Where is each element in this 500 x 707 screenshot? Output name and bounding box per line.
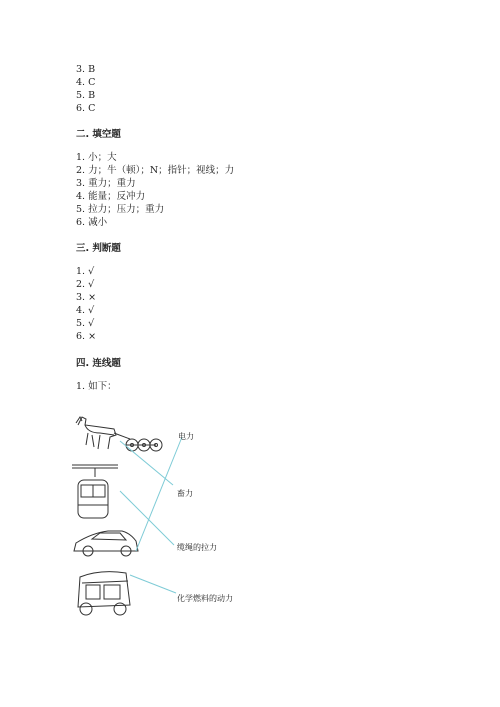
answer-line: 6. 减小 bbox=[76, 217, 108, 228]
section-heading-matching: 四. 连线题 bbox=[76, 358, 121, 369]
cable-car-picture bbox=[72, 465, 118, 518]
answer-line: 2. 力；牛（顿）；N；指针；视线；力 bbox=[76, 165, 235, 176]
answer-line: 5. B bbox=[76, 90, 96, 101]
label-electric-power: 电力 bbox=[178, 432, 194, 441]
section-heading-fill-blank: 二. 填空题 bbox=[76, 129, 121, 140]
answer-line: 3. × bbox=[76, 292, 97, 303]
connector-line bbox=[136, 437, 182, 551]
answer-line: 1. √ bbox=[76, 266, 95, 277]
auto-rickshaw-picture bbox=[78, 572, 130, 615]
matching-diagram-svg bbox=[70, 405, 260, 620]
matching-lines bbox=[120, 437, 182, 593]
connector-line bbox=[130, 575, 176, 593]
car-picture bbox=[74, 531, 138, 556]
answer-line: 1. 如下： bbox=[76, 381, 117, 392]
label-cable-tension: 缆绳的拉力 bbox=[177, 543, 217, 552]
answer-line: 6. C bbox=[76, 103, 96, 114]
answer-line: 2. √ bbox=[76, 279, 95, 290]
answer-line: 3. 重力；重力 bbox=[76, 178, 136, 189]
answer-line: 1. 小；大 bbox=[76, 152, 117, 163]
matching-diagram bbox=[70, 405, 260, 620]
label-fuel-power: 化学燃料的动力 bbox=[177, 594, 233, 603]
answer-line: 5. 拉力；压力；重力 bbox=[76, 204, 165, 215]
answer-line: 6. × bbox=[76, 331, 97, 342]
answer-line: 3. B bbox=[76, 64, 96, 75]
horse-carriage-picture bbox=[76, 417, 162, 451]
connector-line bbox=[120, 491, 174, 545]
label-animal-power: 畜力 bbox=[177, 489, 193, 498]
answer-line: 4. √ bbox=[76, 305, 95, 316]
answer-line: 4. 能量；反冲力 bbox=[76, 191, 146, 202]
answer-line: 5. √ bbox=[76, 318, 95, 329]
answer-line: 4. C bbox=[76, 77, 96, 88]
section-heading-true-false: 三. 判断题 bbox=[76, 243, 121, 254]
